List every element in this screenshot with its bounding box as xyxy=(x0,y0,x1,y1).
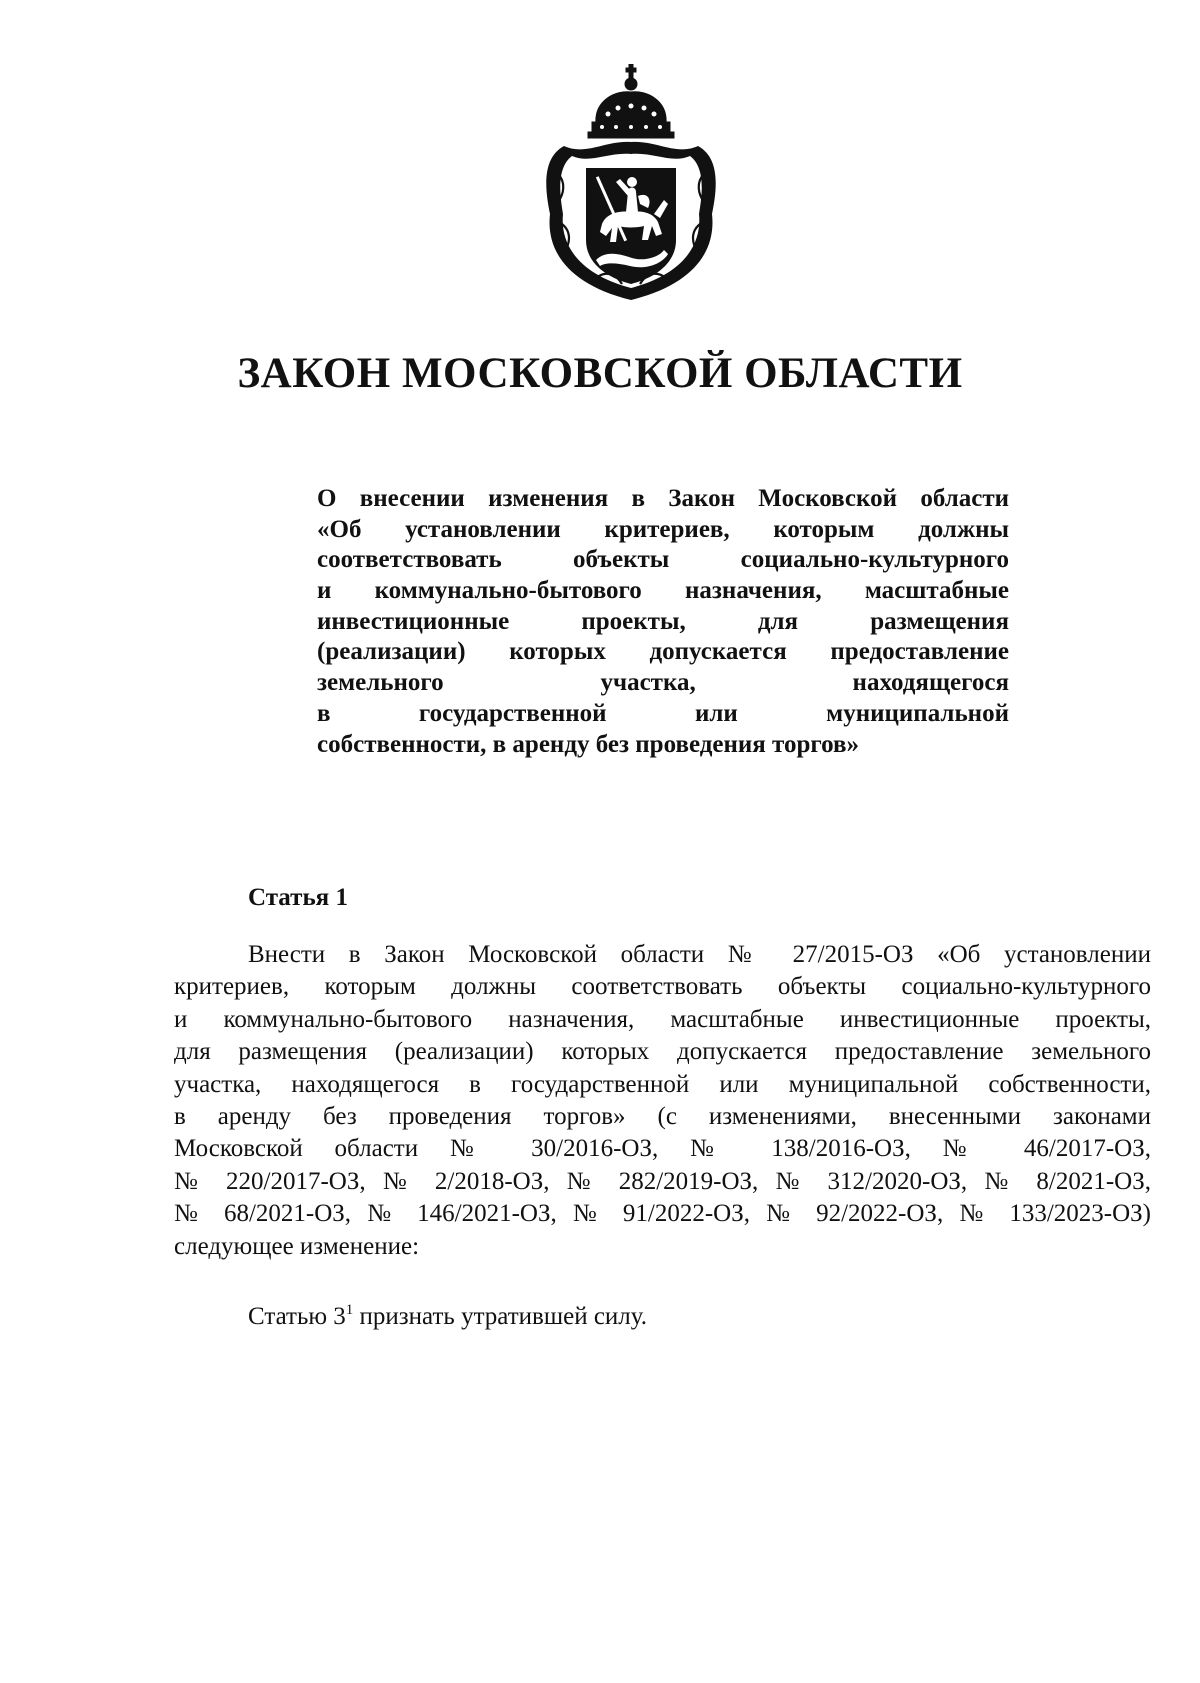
body-line: Внести в Закон Московской области № 27/2015-ОЗ «Об установлении xyxy=(248,941,1151,968)
coat-of-arms-icon xyxy=(536,64,726,304)
subject-line: в государственной или муниципальной xyxy=(317,699,1009,727)
subject-line: «Об установлении критериев, которым должны xyxy=(317,515,1009,543)
subject-line: собственности, в аренду без проведения торгов» xyxy=(317,730,860,758)
subject-line: соответствовать объекты социально-культурного xyxy=(317,546,1009,574)
subject-line: земельного участка, находящегося xyxy=(317,669,1009,697)
clause-text-start: Статью 3 xyxy=(248,1303,346,1330)
body-line: Московской области № 30/2016-ОЗ, № 138/2016-ОЗ, № 46/2017-ОЗ, xyxy=(174,1135,1151,1163)
article-heading: Статья 1 xyxy=(248,884,348,911)
body-line: в аренду без проведения торгов» (с изменениями, внесенными законами xyxy=(174,1102,1151,1130)
amendment-clause xyxy=(248,1304,647,1329)
document-title: ЗАКОН МОСКОВСКОЙ ОБЛАСТИ xyxy=(237,350,963,397)
subject-line: и коммунально-бытового назначения, масштабные xyxy=(317,577,1009,605)
clause-text-end: признать утратившей силу. xyxy=(353,1303,648,1330)
article-body xyxy=(174,939,1151,1263)
law-subject xyxy=(317,484,1009,760)
body-line: и коммунально-бытового назначения, масштабные инвестиционные проекты, xyxy=(174,1005,1151,1033)
body-line: № 220/2017-ОЗ, № 2/2018-ОЗ, № 282/2019-ОЗ, № 312/2020-ОЗ, № 8/2021-ОЗ, xyxy=(174,1167,1151,1195)
body-line: следующее изменение: xyxy=(174,1232,420,1260)
subject-line: О внесении изменения в Закон Московской области xyxy=(317,485,1009,512)
clause-superscript: 1 xyxy=(345,1302,354,1318)
subject-line: инвестиционные проекты, для размещения xyxy=(317,607,1009,635)
subject-line: (реализации) которых допускается предоставление xyxy=(317,638,1009,666)
body-line: № 68/2021-ОЗ, № 146/2021-ОЗ, № 91/2022-ОЗ, № 92/2022-ОЗ, № 133/2023-ОЗ) xyxy=(174,1200,1151,1228)
body-line: критериев, которым должны соответствовать объекты социально-культурного xyxy=(174,973,1151,1001)
body-line: для размещения (реализации) которых допускается предоставление земельного xyxy=(174,1038,1151,1066)
body-line: участка, находящегося в государственной или муниципальной собственности, xyxy=(174,1070,1151,1098)
